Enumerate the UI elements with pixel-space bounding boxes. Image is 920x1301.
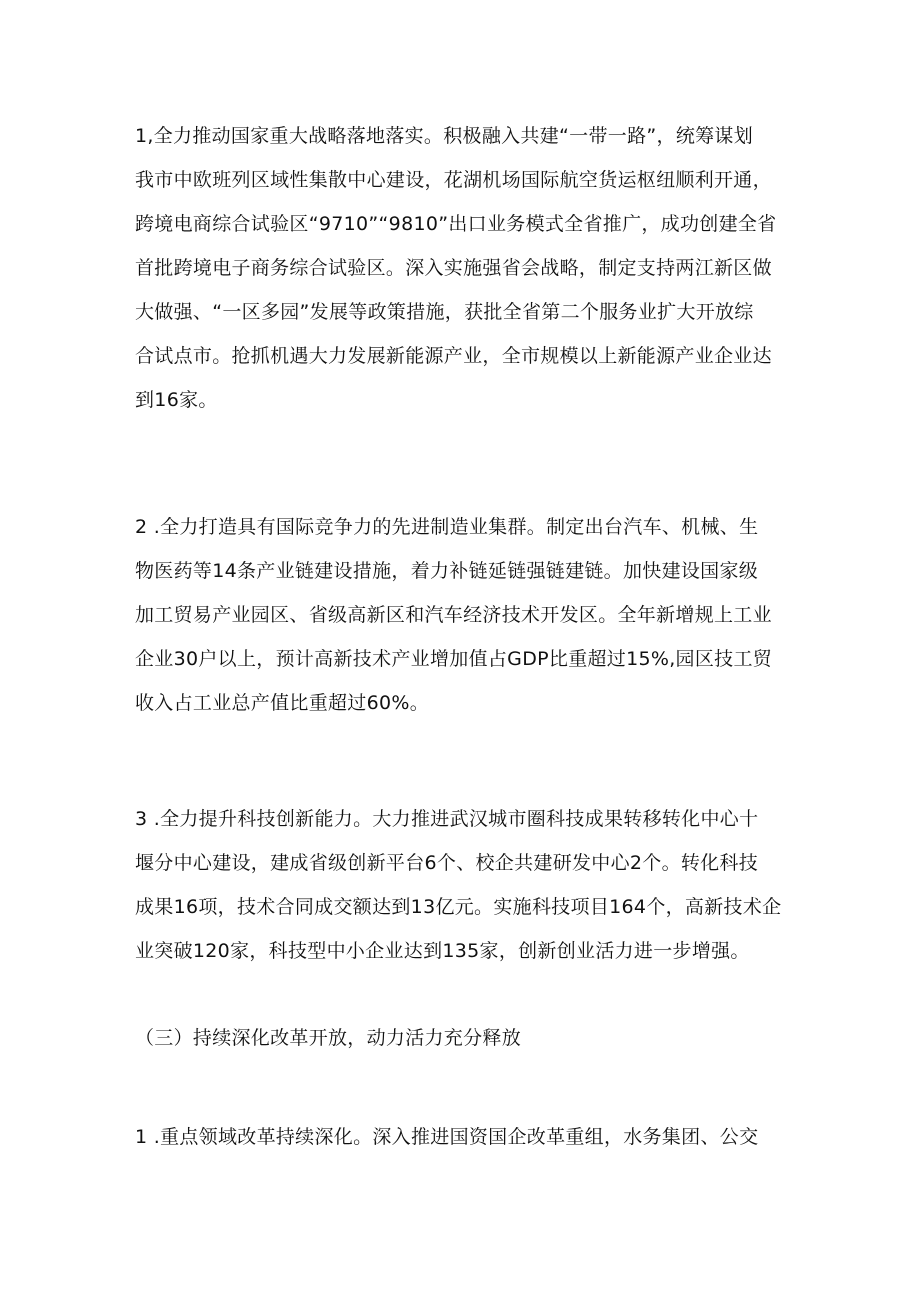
text-line: 跨境电商综合试验区“9710”“9810”出口业务模式全省推广，成功创建全省 xyxy=(135,213,777,235)
text-line: 到16家。 xyxy=(135,389,218,411)
text-line: 堰分中心建设，建成省级创新平台6个、校企共建研发中心2个。转化科技 xyxy=(135,852,759,874)
paragraph-reform xyxy=(135,1115,795,1159)
paragraph-manufacturing xyxy=(135,505,795,725)
text-line: 1,全力推动国家重大战略落地落实。积极融入共建“一带一路”，统筹谋划 xyxy=(135,125,754,147)
text-line: 我市中欧班列区域性集散中心建设，花湖机场国际航空货运枢纽顺利开通， xyxy=(135,169,772,191)
text-line: 2 .全力打造具有国际竞争力的先进制造业集群。制定出台汽车、机械、生 xyxy=(135,516,759,538)
text-line: 3 .全力提升科技创新能力。大力推进武汉城市圈科技成果转移转化中心十 xyxy=(135,808,759,830)
text-line: 合试点市。抢抓机遇大力发展新能源产业，全市规模以上新能源产业企业达 xyxy=(135,345,772,367)
text-line: 1 .重点领域改革持续深化。深入推进国资国企改革重组，水务集团、公交 xyxy=(135,1126,759,1148)
text-line: 成果16项，技术合同成交额达到13亿元。实施科技项目164个，高新技术企 xyxy=(135,896,782,918)
text-line: 企业30户以上，预计高新技术产业增加值占GDP比重超过15%,园区技工贸 xyxy=(135,648,773,670)
paragraph-strategy xyxy=(135,114,795,422)
heading-line: （三）持续深化改革开放，动力活力充分释放 xyxy=(135,1027,522,1049)
text-line: 加工贸易产业园区、省级高新区和汽车经济技术开发区。全年新增规上工业 xyxy=(135,604,772,626)
text-line: 收入占工业总产值比重超过60%。 xyxy=(135,692,430,714)
text-line: 大做强、“一区多园”发展等政策措施，获批全省第二个服务业扩大开放综 xyxy=(135,301,754,323)
text-line: 首批跨境电子商务综合试验区。深入实施强省会战略，制定支持两江新区做 xyxy=(135,257,772,279)
text-line: 物医药等14条产业链建设措施，着力补链延链强链建链。加快建设国家级 xyxy=(135,560,759,582)
section-heading xyxy=(135,1016,795,1060)
paragraph-innovation xyxy=(135,797,795,973)
text-line: 业突破120家，科技型中小企业达到135家，创新创业活力进一步增强。 xyxy=(135,940,750,962)
